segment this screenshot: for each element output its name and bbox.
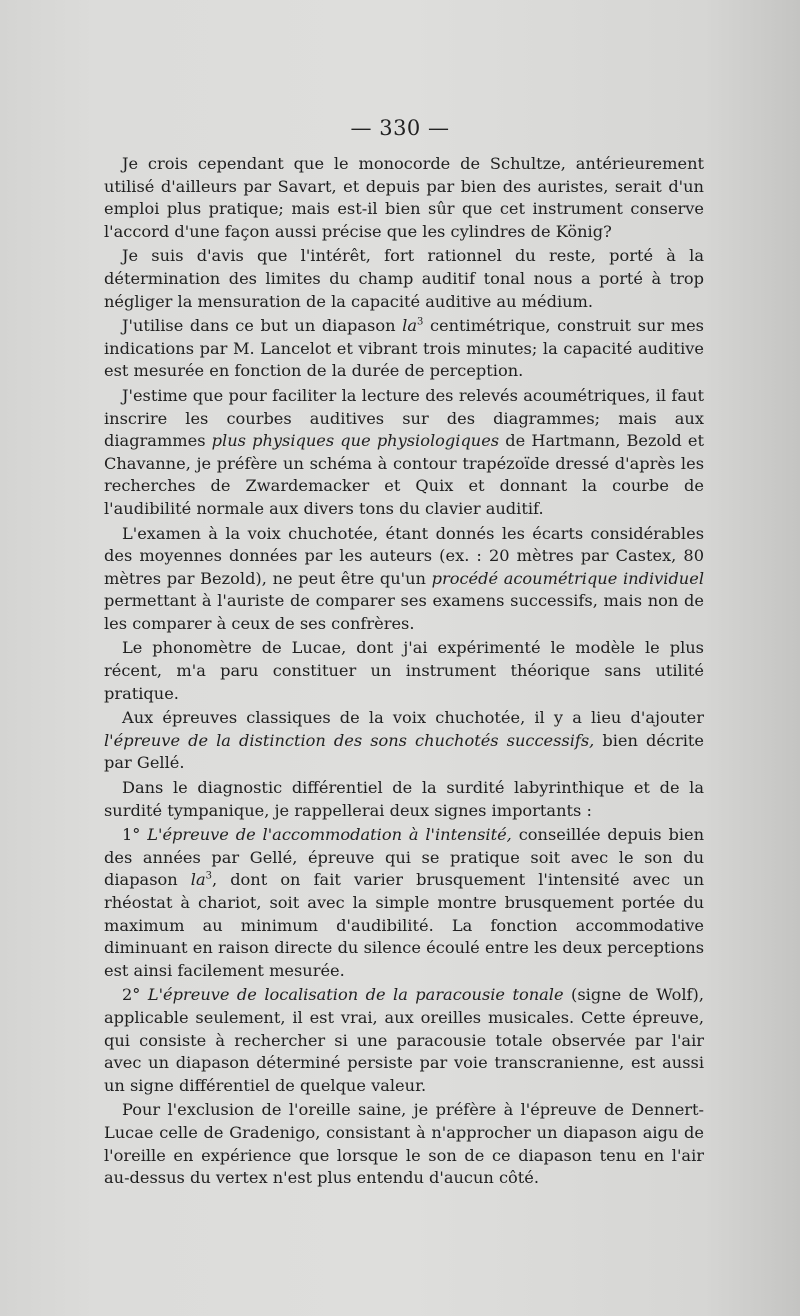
superscript-text: 3 (205, 871, 212, 883)
text-run: L'examen à la voix chuchotée, étant donnés les écarts considérables des moyennes données par les auteurs (ex. : 20 mètres par Castex, 80 mètres par Bezold), ne peut être qu'un (104, 523, 704, 588)
italic-text: L'épreuve de localisation de la paracousie tonale (147, 985, 564, 1005)
text-run: Dans le diagnostic différentiel de la surdité labyrinthique et de la surdité tympanique, je rappellerai deux signes importants : (104, 778, 704, 820)
text-run: J'estime que pour faciliter la lecture des relevés acoumétriques, il faut inscrire les courbes auditives sur des diagrammes; mais aux diagrammes (104, 385, 704, 451)
text-run: Le phonomètre de Lucae, dont j'ai expérimenté le modèle le plus récent, m'a paru constituer un instrument théorique sans utilité pratique. (104, 638, 704, 703)
paragraph (104, 707, 704, 775)
text-run: centimétrique, construit sur mes indications par M. Lancelot et vibrant trois minutes; la capacité auditive est mesurée en fonction de la durée de perception. (104, 316, 704, 381)
text-run: Aux épreuves classiques de la voix chuchotée, il y a lieu d'ajouter (122, 708, 704, 728)
superscript-text: 3 (416, 316, 424, 328)
text-run: 2° (122, 985, 148, 1005)
paragraph (104, 984, 704, 1097)
italic-text: la (402, 316, 417, 336)
text-run: Je suis d'avis que l'intérêt, fort rationnel du reste, porté à la détermination des limites du champ auditif tonal nous a porté à trop négliger la mensuration de la capacité auditive au médium. (104, 246, 704, 311)
text-run: J'utilise dans ce but un diapason (122, 316, 403, 336)
italic-text: procédé acoumétrique individuel (431, 568, 704, 588)
paragraph (104, 637, 704, 705)
paragraph (104, 523, 704, 636)
paragraph (104, 315, 704, 383)
paragraph (104, 245, 704, 313)
paragraph (104, 777, 704, 822)
text-run: de Hartmann, Bezold et Chavanne, je préfère un schéma à contour trapézoïde dressé d'après les recherches de Zwardemacker et Quix et donnant la courbe de l'audibilité normale aux divers tons du clavier auditif. (104, 431, 704, 518)
paragraph (104, 1099, 704, 1189)
text-run: permettant à l'auriste de comparer ses examens successifs, mais non de les comparer à ceux de ses confrères. (104, 591, 704, 633)
text-run: 1° (122, 825, 148, 845)
italic-text: L'épreuve de l'accommodation à l'intensité, (147, 825, 512, 845)
text-run: conseillée depuis bien des années par Gellé, épreuve qui se pratique soit avec le son du diapason (104, 825, 704, 890)
italic-text: la (190, 870, 206, 890)
italic-text: l'épreuve de la distinction des sons chuchotés successifs, (104, 730, 595, 750)
text-run: , dont on fait varier brusquement l'intensité avec un rhéostat à chariot, soit avec la simple montre brusquement portée du maximum au minimum d'audibilité. La fonction accommodative diminuant en raison directe du silence écoulé entre les deux perceptions est ainsi facilement mesurée. (104, 870, 704, 980)
italic-text: plus physiques que physiologiques (211, 431, 500, 451)
paragraph (104, 385, 704, 521)
paragraph (104, 824, 704, 982)
body-text (104, 153, 704, 1190)
text-run: Pour l'exclusion de l'oreille saine, je préfère à l'épreuve de Dennert-Lucae celle de Gradenigo, consistant à n'approcher un diapason aigu de l'oreille en expérience que lorsque le son de ce diapason tenu en l'air au-dessus du vertex n'est plus entendu d'aucun côté. (104, 1100, 704, 1188)
text-run: bien décrite par Gellé. (104, 730, 704, 773)
text-run: Je crois cependant que le monocorde de Schultze, antérieurement utilisé d'ailleurs par Savart, et depuis par bien des auristes, serait d'un emploi plus pratique; mais est-il bien sûr que cet instrument conserve l'accord d'une façon aussi précise que les cylindres de König? (104, 154, 704, 241)
page-number: — 330 — (350, 116, 450, 140)
text-run: (signe de Wolf), applicable seulement, il est vrai, aux oreilles musicales. Cette épreuve, qui consiste à rechercher si une paracousie totale observée par l'air avec un diapason déterminé persiste par voie transcranienne, est aussi un signe différentiel de quelque valeur. (104, 985, 704, 1095)
paragraph (104, 153, 704, 243)
